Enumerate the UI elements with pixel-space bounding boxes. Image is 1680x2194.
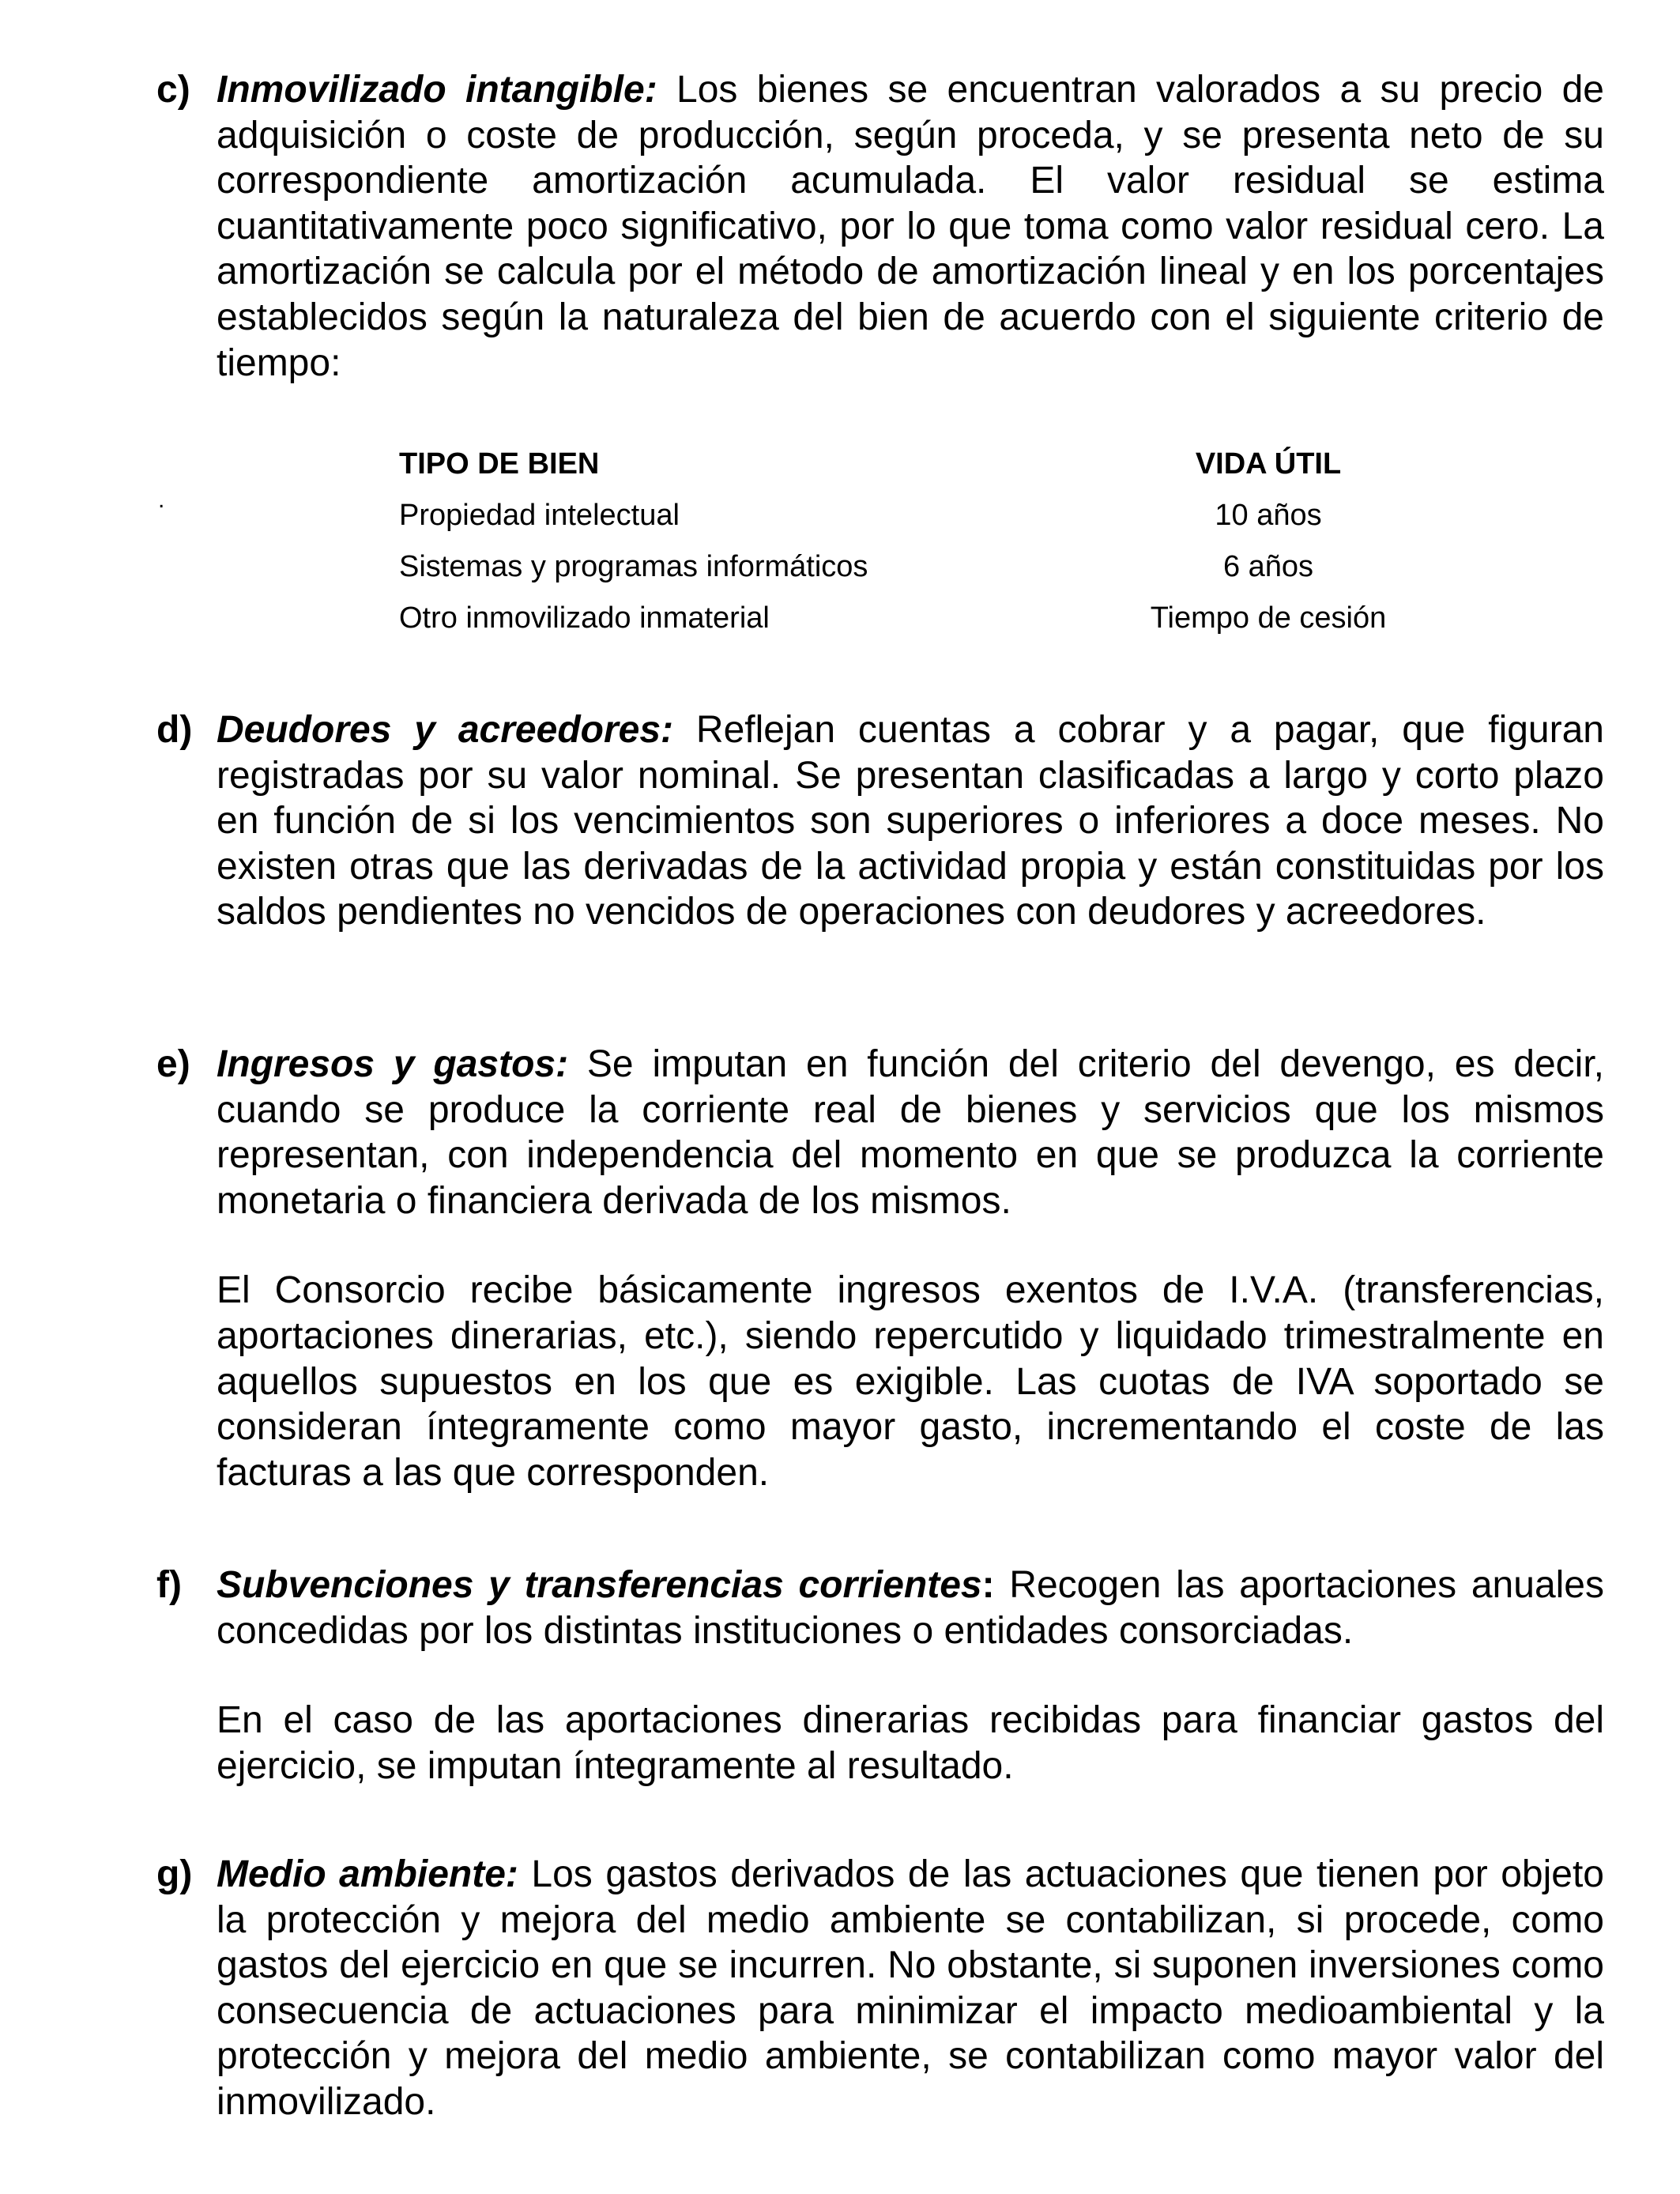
table-cell-asset: Propiedad intelectual [399,499,680,532]
header-vida-util: VIDA ÚTIL [1195,447,1342,481]
section-g-letter: g) [156,1853,193,1895]
section-f-colon: : [981,1564,995,1606]
table-cell-asset: Sistemas y programas informáticos [399,550,868,583]
section-f-heading: Subvenciones y transferencias corrientes [217,1564,982,1606]
section-f-paragraph-2: En el caso de las aportaciones dinerarias recibidas para financiar gastos del ejercicio, se imputan íntegramente al resultado. [217,1699,1604,1787]
table-cell-life: Tiempo de cesión [1150,601,1387,635]
section-d-paragraph [217,707,1604,935]
section-e-letter: e) [156,1043,190,1085]
section-d-letter: d) [156,709,193,751]
table-cell-life: 10 años [1215,499,1322,532]
section-f-paragraph-1 [217,1563,1604,1653]
stray-mark: . [158,487,165,513]
section-g-text: Los gastos derivados de las actuaciones que tienen por objeto la protección y mejora del medio ambiente se contabilizan, si procede, como gastos del ejercicio en que se incurren. No obstante, si suponen inversiones como consecuencia de actuaciones para minimizar el impacto medioambiental y la protección y mejora del medio ambiente, se contabilizan como mayor valor del inmovilizado. [217,1853,1604,2123]
useful-life-table [399,439,1426,644]
section-c-letter: c) [156,69,190,111]
section-c-paragraph [217,67,1604,386]
section-c-heading: Inmovilizado intangible: [217,69,657,111]
section-g-paragraph [217,1852,1604,2125]
section-f [156,1563,1604,1789]
section-f-letter: f) [156,1564,182,1606]
section-d [156,707,1604,935]
section-g-body [217,1852,1604,2125]
table-row [399,541,1426,593]
table-cell-asset: Otro inmovilizado inmaterial [399,601,770,635]
section-e [156,1042,1604,1495]
section-d-body [217,707,1604,935]
section-f-text: Recogen las aportaciones anuales concedidas por los distintas instituciones o entidades consorciadas. [217,1564,1604,1652]
section-g [156,1852,1604,2125]
table-row [399,593,1426,644]
section-c-text: Los bienes se encuentran valorados a su precio de adquisición o coste de producción, según proceda, y se presenta neto de su correspondiente amortización acumulada. El valor residual se estima cuantitativamente poco significativo, por lo que toma como valor residual cero. La amortización se calcula por el método de amortización lineal y en los porcentajes establecidos según la naturaleza del bien de acuerdo con el siguiente criterio de tiempo: [217,69,1604,384]
table-row [399,490,1426,541]
section-e-heading: Ingresos y gastos: [217,1043,569,1085]
header-tipo-de-bien: TIPO DE BIEN [399,447,600,481]
section-d-heading: Deudores y acreedores: [217,709,674,751]
section-e-paragraph-2: El Consorcio recibe básicamente ingresos exentos de I.V.A. (transferencias, aportaciones dinerarias, etc.), siendo repercutido y liquidado trimestralmente en aquellos supuestos en los que es exigible. Las cuotas de IVA soportado se consideran íntegramente como mayor gasto, incrementando el coste de las facturas a las que corresponden. [217,1269,1604,1494]
section-g-heading: Medio ambiente: [217,1853,518,1895]
section-c-body [217,67,1604,386]
section-e-text: Se imputan en función del criterio del devengo, es decir, cuando se produce la corriente real de bienes y servicios que los mismos representan, con independencia del momento en que se produzca la corriente monetaria o financiera derivada de los mismos. [217,1043,1604,1222]
table-cell-life: 6 años [1222,550,1314,583]
section-e-body [217,1042,1604,1495]
section-d-text: Reflejan cuentas a cobrar y a pagar, que figuran registradas por su valor nominal. Se presentan clasificadas a largo y corto plazo en función de si los vencimientos son superiores o inferiores a doce meses. No existen otras que las derivadas de la actividad propia y están constituidas por los saldos pendientes no vencidos de operaciones con deudores y acreedores. [217,709,1605,933]
section-e-paragraph-1 [217,1042,1604,1223]
section-c [156,67,1604,386]
section-f-body [217,1563,1604,1789]
table-header-row [399,439,1426,490]
